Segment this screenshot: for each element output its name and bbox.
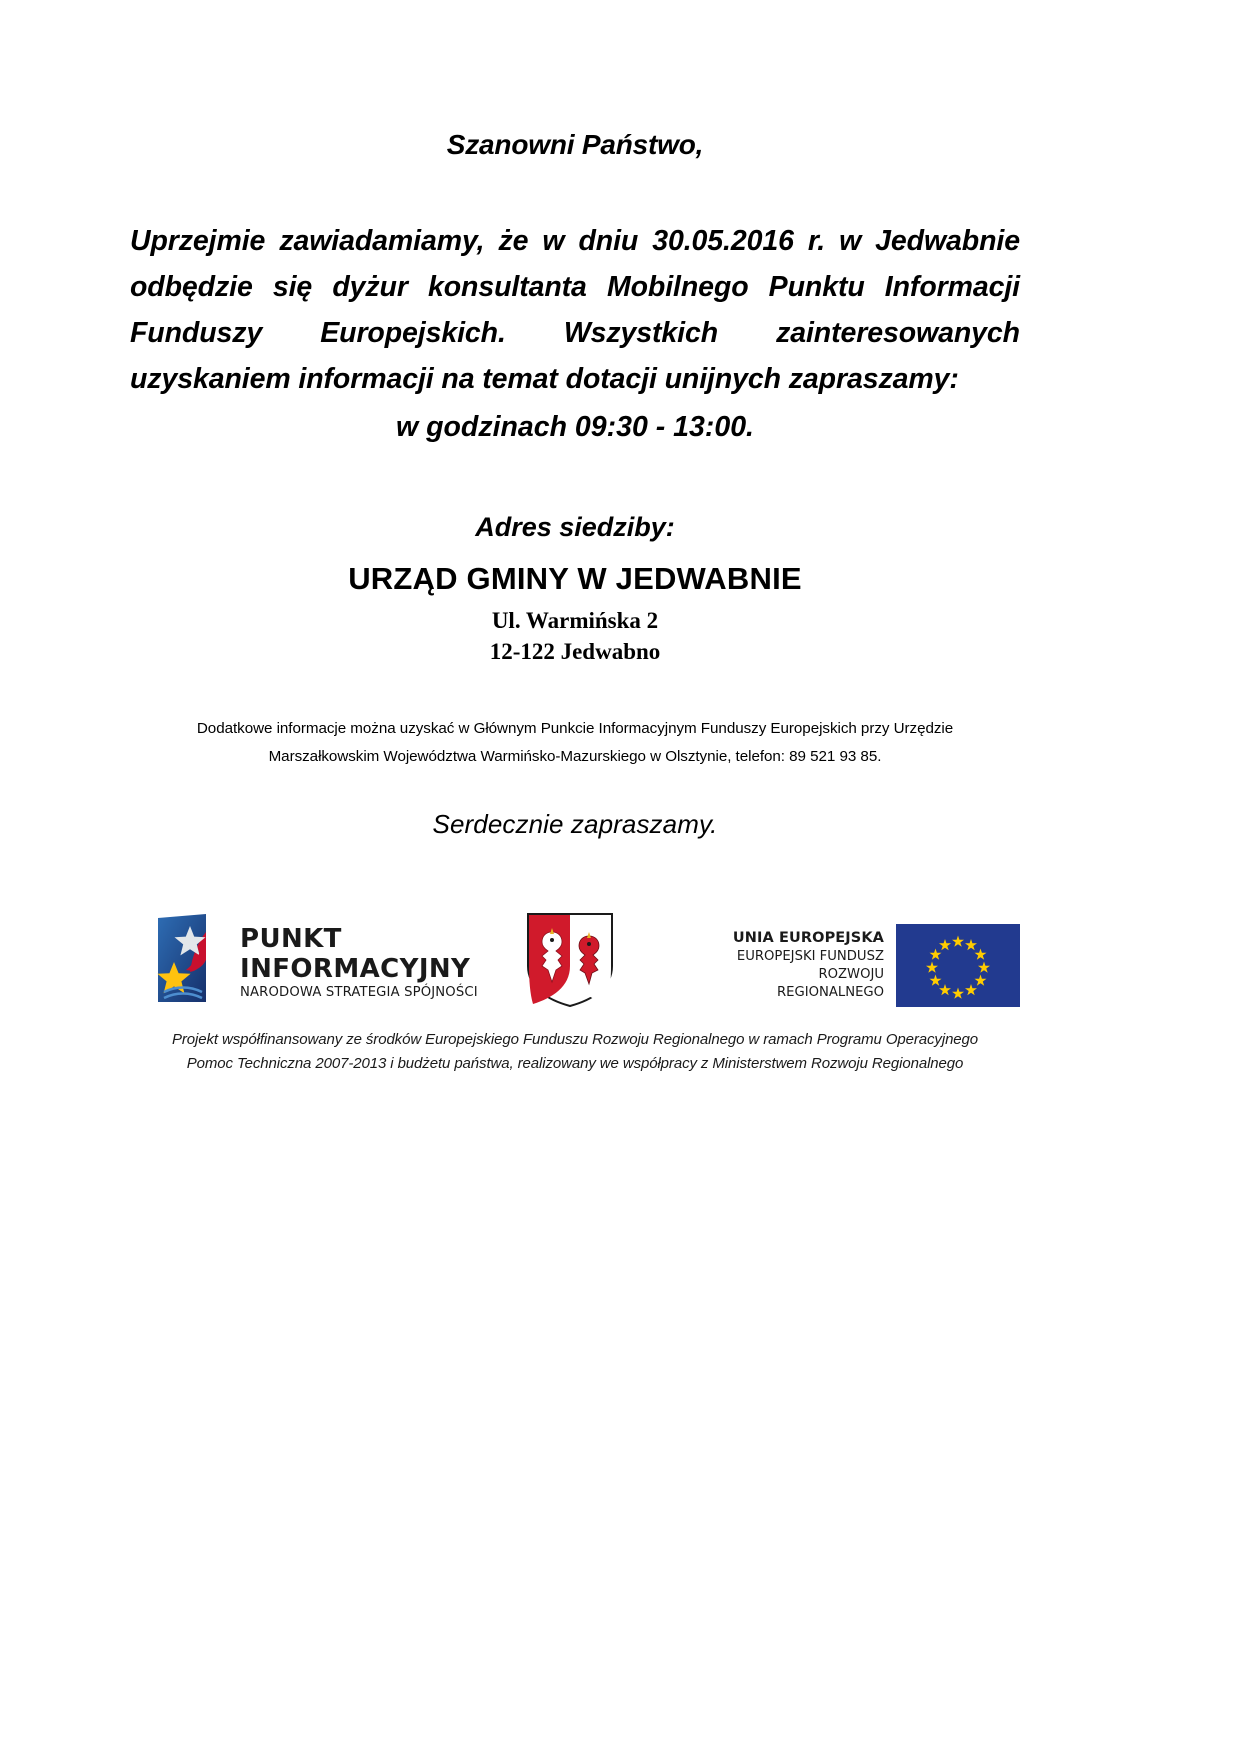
pi-line-3: NARODOWA STRATEGIA SPÓJNOŚCI (240, 984, 478, 1000)
office-name: URZĄD GMINY W JEDWABNIE (348, 560, 802, 596)
coat-of-arms-icon (522, 910, 618, 1008)
european-union-logo (708, 924, 1020, 1007)
punkt-informacyjny-wordmark (240, 912, 478, 1000)
eu-line-1: UNIA EUROPEJSKA (732, 929, 884, 946)
pi-line-2: INFORMACYJNY (240, 953, 471, 984)
lead-paragraph: Uprzejmie zawiadamiamy, że w dniu 30.05.2016 r. w Jedwabnie odbędzie się dyżur konsultanta Mobilnego Punktu Informacji Funduszy Europejskich. Wszystkich zainteresowanych uzyskaniem informacji na temat dotacji unijnych zapraszamy: (130, 224, 1020, 395)
logo-row (130, 910, 1020, 1010)
address-street: Ul. Warmińska 2 (491, 607, 659, 633)
eu-line-3: ROZWOJU REGIONALNEGO (776, 966, 884, 1000)
greeting-line: Szanowni Państwo, (446, 129, 704, 160)
closing-line: Serdecznie zapraszamy. (432, 808, 718, 839)
footer-line-2: Pomoc Techniczna 2007-2013 i budżetu państwa, realizowany we współpracy z Ministerstwem Rozwoju Regionalnego (186, 1054, 964, 1072)
address-postal-city: 12-122 Jedwabno (489, 638, 661, 664)
coat-of-arms-logo (522, 910, 618, 1013)
pi-line-1: PUNKT (240, 923, 342, 954)
financing-footer (130, 1028, 1020, 1076)
document-content (130, 0, 1020, 1076)
additional-info-note (130, 715, 1020, 771)
punkt-informacyjny-logo (150, 912, 478, 1004)
note-line-2: Marszałkowskim Województwa Warmińsko-Mazurskiego w Olsztynie, telefon: 89 521 93 85. (268, 747, 882, 765)
eu-wordmark (708, 929, 896, 1002)
eu-flag-icon (896, 924, 1020, 1007)
note-line-1: Dodatkowe informacje można uzyskać w Głównym Punkcie Informacyjnym Funduszy Europejskich przy Urzędzie (196, 719, 954, 737)
address-label: Adres siedziby: (475, 511, 675, 542)
hours-line: w godzinach 09:30 - 13:00. (396, 410, 754, 443)
nss-stars-icon (150, 912, 228, 1004)
footer-line-1: Projekt współfinansowany ze środków Europejskiego Funduszu Rozwoju Regionalnego w ramach Programu Operacyjnego (171, 1030, 979, 1048)
eu-line-2: EUROPEJSKI FUNDUSZ (736, 948, 884, 964)
